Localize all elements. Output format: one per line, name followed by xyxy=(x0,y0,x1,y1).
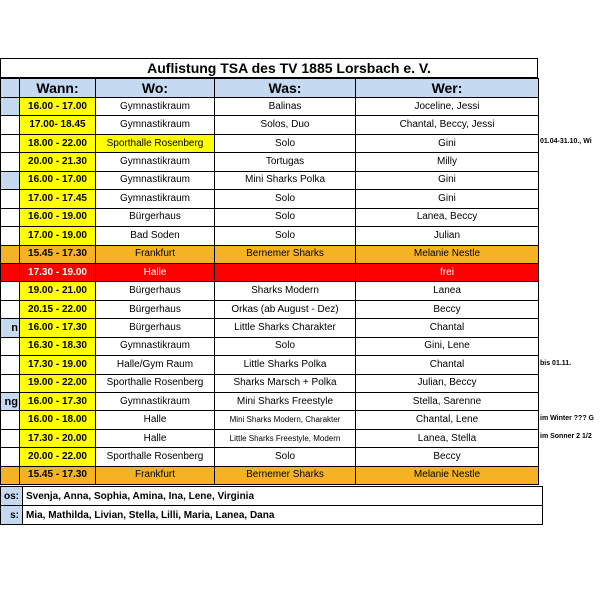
table-row xyxy=(1,134,539,152)
location-cell: Gymnastikraum xyxy=(96,116,215,134)
person-cell: Joceline, Jessi xyxy=(356,98,539,116)
table-row xyxy=(1,356,539,374)
header-was: Was: xyxy=(215,79,356,98)
table-row xyxy=(1,263,539,281)
time-cell: 17.00 - 17.45 xyxy=(20,190,96,208)
day-cell xyxy=(1,411,20,429)
person-cell: Lanea, Stella xyxy=(356,429,539,447)
table-row xyxy=(1,153,539,171)
day-cell: n xyxy=(1,319,20,337)
person-cell: Melanie Nestle xyxy=(356,466,539,484)
person-cell: Chantal xyxy=(356,319,539,337)
day-cell xyxy=(1,429,20,447)
time-cell: 17.30 - 19.00 xyxy=(20,263,96,281)
day-cell xyxy=(1,190,20,208)
day-cell xyxy=(1,171,20,189)
time-cell: 19.00 - 22.00 xyxy=(20,374,96,392)
day-cell xyxy=(1,466,20,484)
time-cell: 20.00 - 22.00 xyxy=(20,448,96,466)
table-row xyxy=(1,116,539,134)
page-title: Auflistung TSA des TV 1885 Lorsbach e. V. xyxy=(0,58,538,78)
table-row xyxy=(1,282,539,300)
day-cell: ng xyxy=(1,393,20,411)
person-cell: Julian xyxy=(356,227,539,245)
side-note: bis 01.11. xyxy=(540,359,572,367)
location-cell: Bürgerhaus xyxy=(96,300,215,318)
activity-cell: Solo xyxy=(215,208,356,226)
activity-cell: Little Sharks Freestyle, Modern xyxy=(215,429,356,447)
activity-cell: Solo xyxy=(215,337,356,355)
day-cell xyxy=(1,208,20,226)
table-row xyxy=(1,227,539,245)
table-row xyxy=(1,190,539,208)
time-cell: 19.00 - 21.00 xyxy=(20,282,96,300)
table-row xyxy=(1,429,539,447)
location-cell: Gymnastikraum xyxy=(96,190,215,208)
time-cell: 16.00 - 17.00 xyxy=(20,171,96,189)
activity-cell: Bernemer Sharks xyxy=(215,466,356,484)
location-cell: Bürgerhaus xyxy=(96,208,215,226)
activity-cell: Mini Sharks Freestyle xyxy=(215,393,356,411)
group-names: Mia, Mathilda, Livian, Stella, Lilli, Maria, Lanea, Dana xyxy=(23,506,543,525)
location-cell: Gymnastikraum xyxy=(96,393,215,411)
group-row xyxy=(1,487,543,506)
table-row xyxy=(1,393,539,411)
person-cell: Lanea xyxy=(356,282,539,300)
day-cell xyxy=(1,356,20,374)
person-cell: Melanie Nestle xyxy=(356,245,539,263)
location-cell: Sporthalle Rosenberg xyxy=(96,374,215,392)
person-cell: Stella, Sarenne xyxy=(356,393,539,411)
time-cell: 17.30 - 20.00 xyxy=(20,429,96,447)
header-wo: Wo: xyxy=(96,79,215,98)
activity-cell: Mini Sharks Polka xyxy=(215,171,356,189)
table-row xyxy=(1,466,539,484)
time-cell: 17.30 - 19.00 xyxy=(20,356,96,374)
activity-cell: Mini Sharks Modern, Charakter xyxy=(215,411,356,429)
table-row xyxy=(1,374,539,392)
table-row xyxy=(1,300,539,318)
person-cell: Gini xyxy=(356,134,539,152)
table-row xyxy=(1,208,539,226)
header-row xyxy=(1,79,539,98)
time-cell: 17.00- 18.45 xyxy=(20,116,96,134)
table-row xyxy=(1,98,539,116)
location-cell: Frankfurt xyxy=(96,245,215,263)
location-cell: Sporthalle Rosenberg xyxy=(96,448,215,466)
table-row xyxy=(1,319,539,337)
groups-table xyxy=(0,486,543,525)
location-cell: Halle xyxy=(96,429,215,447)
table-row xyxy=(1,448,539,466)
activity-cell: Orkas (ab August - Dez) xyxy=(215,300,356,318)
activity-cell: Bernemer Sharks xyxy=(215,245,356,263)
table-row xyxy=(1,245,539,263)
group-label: s: xyxy=(1,506,23,525)
day-cell xyxy=(1,374,20,392)
side-note: 01.04-31.10., Wi xyxy=(540,138,592,146)
location-cell: Gymnastikraum xyxy=(96,98,215,116)
group-row xyxy=(1,506,543,525)
group-names: Svenja, Anna, Sophia, Amina, Ina, Lene, Virginia xyxy=(23,487,543,506)
activity-cell xyxy=(215,263,356,281)
location-cell: Gymnastikraum xyxy=(96,171,215,189)
location-cell: Halle/Gym Raum xyxy=(96,356,215,374)
day-cell xyxy=(1,263,20,281)
time-cell: 15.45 - 17.30 xyxy=(20,245,96,263)
person-cell: Milly xyxy=(356,153,539,171)
time-cell: 17.00 - 19.00 xyxy=(20,227,96,245)
schedule-table xyxy=(0,78,539,485)
person-cell: Gini xyxy=(356,171,539,189)
activity-cell: Solo xyxy=(215,227,356,245)
day-cell xyxy=(1,98,20,116)
activity-cell: Solo xyxy=(215,134,356,152)
activity-cell: Solo xyxy=(215,448,356,466)
day-cell xyxy=(1,227,20,245)
group-label: os: xyxy=(1,487,23,506)
header-day-cell xyxy=(1,79,20,98)
person-cell: Chantal xyxy=(356,356,539,374)
day-cell xyxy=(1,134,20,152)
person-cell: Julian, Beccy xyxy=(356,374,539,392)
table-row xyxy=(1,171,539,189)
person-cell: Beccy xyxy=(356,300,539,318)
location-cell: Gymnastikraum xyxy=(96,153,215,171)
activity-cell: Sharks Modern xyxy=(215,282,356,300)
time-cell: 16.00 - 18.00 xyxy=(20,411,96,429)
header-wer: Wer: xyxy=(356,79,539,98)
day-cell xyxy=(1,153,20,171)
person-cell: Gini, Lene xyxy=(356,337,539,355)
location-cell: Gymnastikraum xyxy=(96,337,215,355)
day-cell xyxy=(1,245,20,263)
day-cell xyxy=(1,282,20,300)
person-cell: Gini xyxy=(356,190,539,208)
day-cell xyxy=(1,116,20,134)
day-cell xyxy=(1,300,20,318)
location-cell: Bürgerhaus xyxy=(96,319,215,337)
table-row xyxy=(1,411,539,429)
location-cell: Bürgerhaus xyxy=(96,282,215,300)
time-cell: 16.00 - 17.30 xyxy=(20,319,96,337)
day-cell xyxy=(1,337,20,355)
activity-cell: Little Sharks Charakter xyxy=(215,319,356,337)
activity-cell: Sharks Marsch + Polka xyxy=(215,374,356,392)
time-cell: 20.15 - 22.00 xyxy=(20,300,96,318)
time-cell: 18.00 - 22.00 xyxy=(20,134,96,152)
time-cell: 16.00 - 19.00 xyxy=(20,208,96,226)
location-cell: Bad Soden xyxy=(96,227,215,245)
person-cell: Beccy xyxy=(356,448,539,466)
location-cell: Frankfurt xyxy=(96,466,215,484)
side-note: im Sonner 2 1/2 xyxy=(540,433,592,441)
person-cell: Chantal, Lene xyxy=(356,411,539,429)
location-cell: Sporthalle Rosenberg xyxy=(96,134,215,152)
time-cell: 15.45 - 17.30 xyxy=(20,466,96,484)
person-cell: frei xyxy=(356,263,539,281)
location-cell: Halle xyxy=(96,263,215,281)
side-note: im Winter ??? G xyxy=(540,414,594,422)
day-cell xyxy=(1,448,20,466)
person-cell: Chantal, Beccy, Jessi xyxy=(356,116,539,134)
person-cell: Lanea, Beccy xyxy=(356,208,539,226)
activity-cell: Solos, Duo xyxy=(215,116,356,134)
header-wann: Wann: xyxy=(20,79,96,98)
activity-cell: Little Sharks Polka xyxy=(215,356,356,374)
table-row xyxy=(1,337,539,355)
time-cell: 20.00 - 21.30 xyxy=(20,153,96,171)
activity-cell: Balinas xyxy=(215,98,356,116)
time-cell: 16.00 - 17.00 xyxy=(20,98,96,116)
time-cell: 16.00 - 17.30 xyxy=(20,393,96,411)
activity-cell: Solo xyxy=(215,190,356,208)
location-cell: Halle xyxy=(96,411,215,429)
activity-cell: Tortugas xyxy=(215,153,356,171)
time-cell: 16.30 - 18.30 xyxy=(20,337,96,355)
